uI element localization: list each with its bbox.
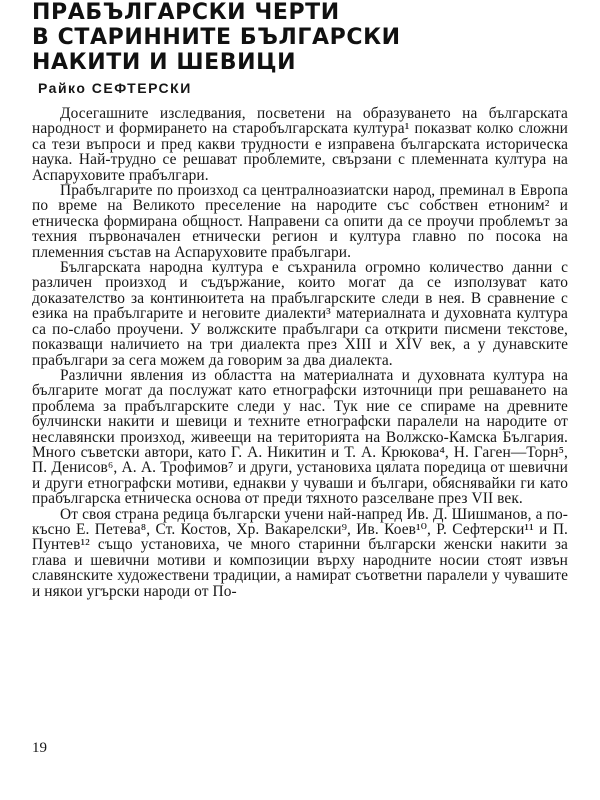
paragraph: Различни явления из областта на материалната и духовната култура на българите могат да послужат като етнографски източници при решаването на проблема за прабългарските следи у нас. Тук ние се спираме на древните булчински накити и шевици и техните етнографски паралели на народите от неславянски произход, живеещи на територията на Волжско-Камска България. Много съветски автори, като Г. А. Никитин и Т. А. Крюкова⁴, Н. Гаген—Торн⁵, П. Денисов⁶, А. А. Трофимов⁷ и други, установиха цялата поредица от шевични и други етнографски мотиви, еднакви у чуваши и българи, обяснявайки ги като прабългарска етническа основа от преди тяхното разселване през VII век. xyxy=(32,366,568,508)
title-line: В СТАРИННИТЕ БЪЛГАРСКИ xyxy=(32,25,401,50)
paragraph: Прабългарите по произход са централноазиатски народ, преминал в Европа по време на Великото преселение на народите със собствен етноним² и етническа формирана общност. Направени са опити да се проучи проблемът за техния първоначален етнически регион и култура главно по посока на племенния състав на Аспаруховите прабългари. xyxy=(32,182,568,261)
paragraph: От своя страна редица български учени най-напред Ив. Д. Шишманов, а по-късно Е. Петева⁸, Ст. Костов, Хр. Вакарелски⁹, Ив. Коев¹⁰, Р. Сефтерски¹¹ и П. Пунтев¹² също установиха, че много старинни български женски накити за глава и шевични мотиви и композиции върху народните носии стоят извън славянските художествени традиции, а намират съответни паралели у чувашите и някои угърски народи от По- xyxy=(32,505,568,600)
page-number: 19 xyxy=(32,740,47,756)
paragraph: Българската народна култура е съхранила огромно количество данни с различен произход и съдържание, които могат да се използуват като доказателство за континюитета на прабългарските следи в нея. В сравнение с езика на прабългарите и неговите диалекти³ материалната и духовната култура са по-слабо проучени. У волжските прабългари са открити писмени текстове, показващи наличието на три диалекта през XIII и XIV век, а у дунавските прабългари за сега можем да говорим за два диалекта. xyxy=(32,259,568,369)
article-title xyxy=(32,0,568,75)
title-line: ПРАБЪЛГАРСКИ ЧЕРТИ xyxy=(32,0,340,25)
paragraph: Досегашните изследвания, посветени на образуването на българската народност и формирането на старобългарската култура¹ показват колко сложни са тези въпроси и пред какви трудности е изправена българската историческа наука. Най-трудно се решават проблемите, свързани с племенната култура на Аспаруховите прабългари. xyxy=(32,105,568,184)
article-body xyxy=(32,106,568,599)
author-name: Райко СЕФТЕРСКИ xyxy=(38,80,192,96)
title-line: НАКИТИ И ШЕВИЦИ xyxy=(32,50,297,75)
